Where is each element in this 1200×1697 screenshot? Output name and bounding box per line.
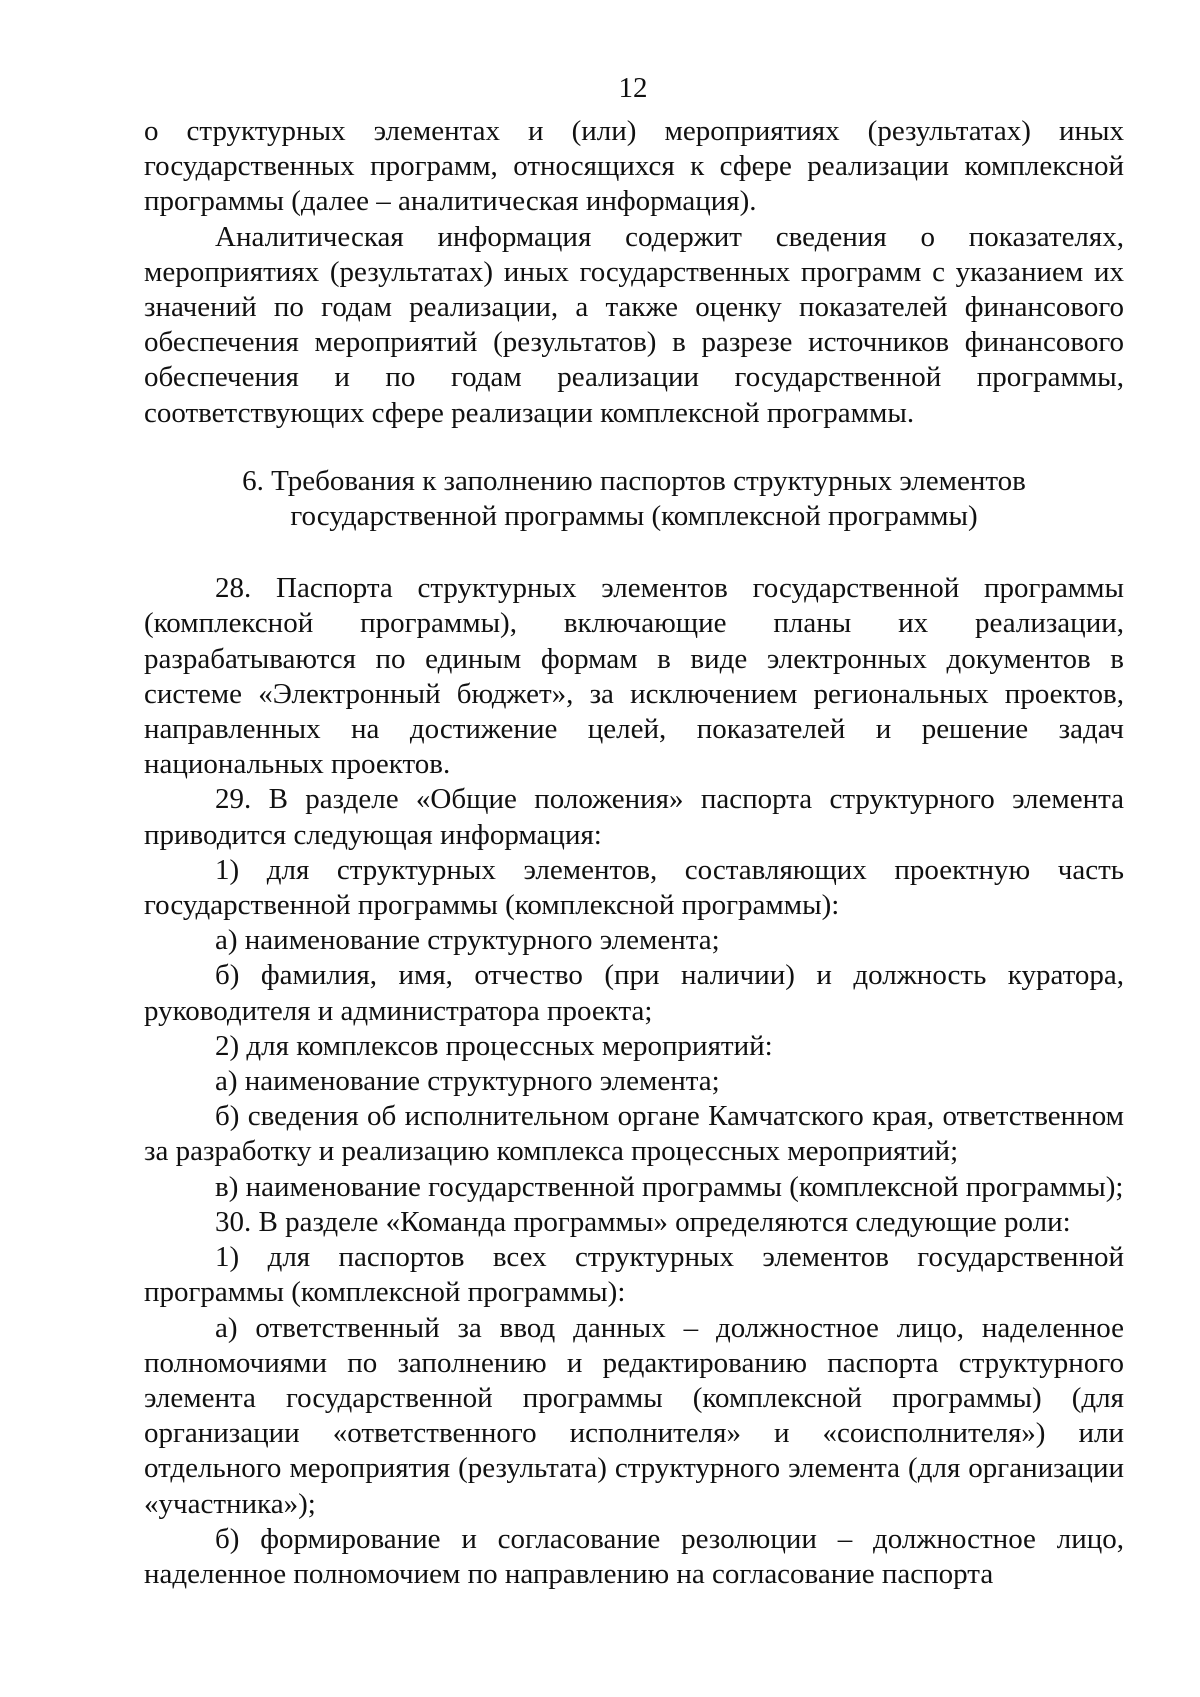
section-heading xyxy=(144,464,1124,534)
clause-29: 29. В разделе «Общие положения» паспорта структурного элемента приводится следующая информация: xyxy=(144,783,1124,851)
list-item: а) наименование структурного элемента; xyxy=(215,924,720,957)
list-item: б) фамилия, имя, отчество (при наличии) и должность куратора, руководителя и администратора проекта; xyxy=(144,959,1124,1027)
list-item: 1) для структурных элементов, составляющих проектную часть государственной программы (комплексной программы): xyxy=(144,853,1124,922)
section-heading-line: государственной программы (комплексной программы) xyxy=(290,500,978,533)
list-item: б) формирование и согласование резолюции – должностное лицо, наделенное полномочием по направлению на согласование паспорта xyxy=(144,1522,1124,1590)
section-heading-line: 6. Требования к заполнению паспортов структурных элементов xyxy=(242,464,1026,497)
list-item: б) сведения об исполнительном органе Камчатского края, ответственном за разработку и реализацию комплекса процессных мероприятий; xyxy=(144,1100,1124,1168)
page-number: 12 xyxy=(618,72,648,104)
paragraph: о структурных элементах и (или) мероприятиях (результатах) иных государственных программ, относящихся к сфере реализации комплексной программы (далее – аналитическая информация). xyxy=(144,115,1124,218)
paragraph: Аналитическая информация содержит сведения о показателях, мероприятиях (результатах) иных государственных программ с указанием их значений по годам реализации, а также оценку показателей финансового обеспечения мероприятий (результатов) в разрезе источников финансового обеспечения и по годам реализации государственной программы, соответствующих сфере реализации комплексной программы. xyxy=(144,220,1124,429)
list-item: а) ответственный за ввод данных – должностное лицо, наделенное полномочиями по заполнению и редактированию паспорта структурного элемента государственной программы (комплексной программы) (для организации «ответственного исполнителя» и «соисполнителя») или отдельного мероприятия (результата) структурного элемента (для организации «участника»); xyxy=(144,1311,1124,1520)
clause-28: 28. Паспорта структурных элементов государственной программы (комплексной программы), включающие планы их реализации, разрабатываются по единым формам в виде электронных документов в системе «Электронный бюджет», за исключением региональных проектов, направленных на достижение целей, показателей и решение задач национальных проектов. xyxy=(144,572,1124,781)
list-item: 1) для паспортов всех структурных элементов государственной программы (комплексной программы): xyxy=(144,1241,1124,1309)
list-item: в) наименование государственной программы (комплексной программы); xyxy=(215,1170,1124,1203)
clause-30: 30. В разделе «Команда программы» определяются следующие роли: xyxy=(215,1205,1071,1238)
list-item: 2) для комплексов процессных мероприятий: xyxy=(215,1029,773,1062)
list-item: а) наименование структурного элемента; xyxy=(215,1065,720,1098)
document-body xyxy=(144,114,1124,1592)
